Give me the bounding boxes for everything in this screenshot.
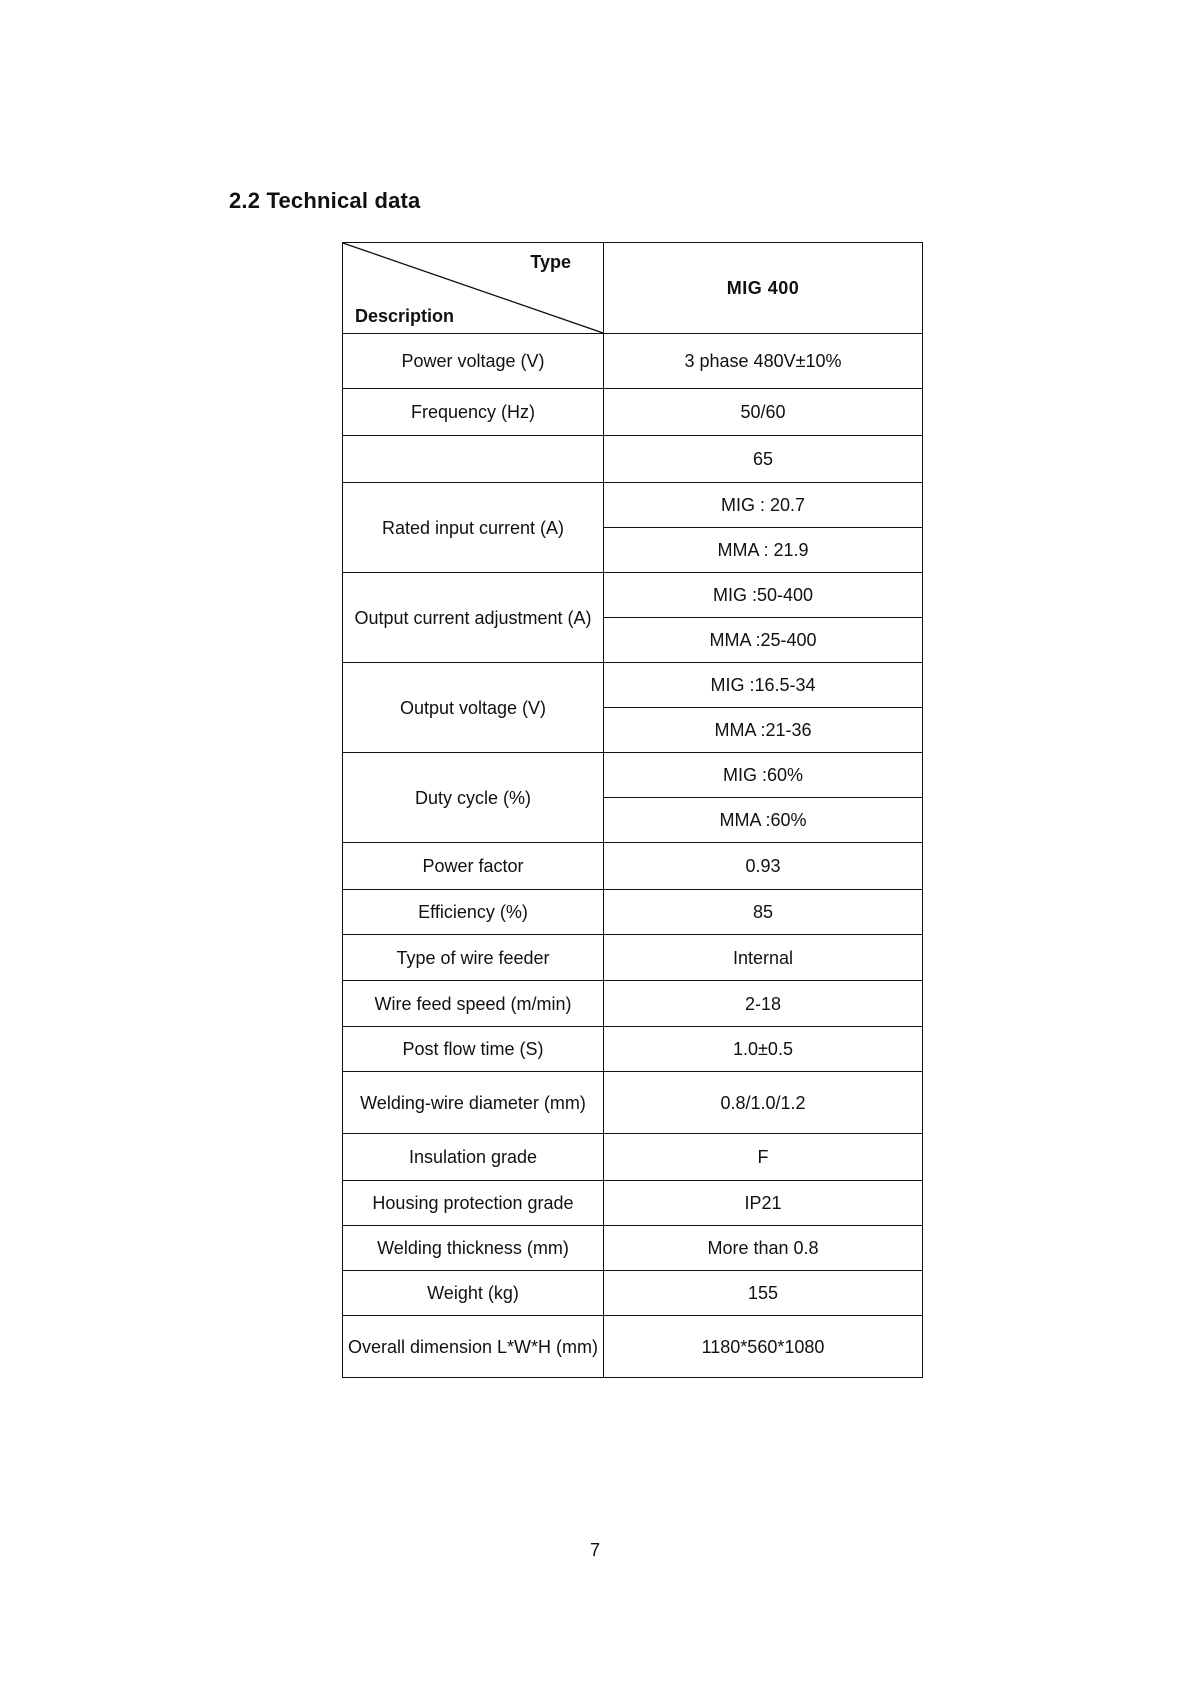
table-row xyxy=(343,1316,923,1378)
row-label: Housing protection grade xyxy=(343,1181,604,1226)
table-row xyxy=(343,1271,923,1316)
diagonal-header-cell xyxy=(343,243,604,334)
section-title: 2.2 Technical data xyxy=(229,188,421,213)
row-label: Power factor xyxy=(343,843,604,890)
table-row xyxy=(343,1226,923,1271)
row-value: Internal xyxy=(604,935,923,981)
row-value-mig: MIG :60% xyxy=(604,753,923,798)
table-row xyxy=(343,1181,923,1226)
row-label: Type of wire feeder xyxy=(343,935,604,981)
row-value: F xyxy=(604,1134,923,1181)
row-value-mig: MIG :50-400 xyxy=(604,573,923,618)
table-row xyxy=(343,935,923,981)
technical-data-table xyxy=(342,242,923,1378)
table-row xyxy=(343,389,923,436)
row-label: Duty cycle (%) xyxy=(343,753,604,843)
row-label: Rated input current (A) xyxy=(343,483,604,573)
row-label: Output current adjustment (A) xyxy=(343,573,604,663)
table-row xyxy=(343,663,923,708)
table-row xyxy=(343,436,923,483)
row-value: 0.93 xyxy=(604,843,923,890)
row-value-mma: MMA : 21.9 xyxy=(604,528,923,573)
row-value: 1.0±0.5 xyxy=(604,1027,923,1072)
table-row xyxy=(343,1072,923,1134)
row-label: Frequency (Hz) xyxy=(343,389,604,436)
row-label: Overall dimension L*W*H (mm) xyxy=(343,1316,604,1378)
table-row xyxy=(343,890,923,935)
row-value: 2-18 xyxy=(604,981,923,1027)
table-row xyxy=(343,981,923,1027)
table-row xyxy=(343,753,923,798)
row-value-mig: MIG :16.5-34 xyxy=(604,663,923,708)
row-label: Wire feed speed (m/min) xyxy=(343,981,604,1027)
row-value-mma: MMA :60% xyxy=(604,798,923,843)
row-value: 65 xyxy=(604,436,923,483)
row-label: Welding-wire diameter (mm) xyxy=(343,1072,604,1134)
row-label: Output voltage (V) xyxy=(343,663,604,753)
row-label: Welding thickness (mm) xyxy=(343,1226,604,1271)
table-row xyxy=(343,483,923,528)
row-label: Efficiency (%) xyxy=(343,890,604,935)
row-value: 3 phase 480V±10% xyxy=(604,334,923,389)
table-row xyxy=(343,843,923,890)
row-label: Post flow time (S) xyxy=(343,1027,604,1072)
header-description-label: Description xyxy=(355,306,455,326)
row-value-mma: MMA :25-400 xyxy=(604,618,923,663)
row-label: Power voltage (V) xyxy=(343,334,604,389)
row-label: Weight (kg) xyxy=(343,1271,604,1316)
table-header-row xyxy=(343,243,923,334)
row-value: 0.8/1.0/1.2 xyxy=(604,1072,923,1134)
page-number: 7 xyxy=(589,1540,600,1560)
row-value: 1180*560*1080 xyxy=(604,1316,923,1378)
row-value: 85 xyxy=(604,890,923,935)
row-value: IP21 xyxy=(604,1181,923,1226)
header-type-label: Type xyxy=(530,252,571,272)
row-label xyxy=(343,436,604,483)
header-model: MIG 400 xyxy=(604,243,923,334)
table-row xyxy=(343,1134,923,1181)
row-value-mma: MMA :21-36 xyxy=(604,708,923,753)
table-row xyxy=(343,334,923,389)
row-value: 50/60 xyxy=(604,389,923,436)
table-row xyxy=(343,573,923,618)
row-value: 155 xyxy=(604,1271,923,1316)
row-value: More than 0.8 xyxy=(604,1226,923,1271)
table-row xyxy=(343,1027,923,1072)
row-value-mig: MIG : 20.7 xyxy=(604,483,923,528)
row-label: Insulation grade xyxy=(343,1134,604,1181)
